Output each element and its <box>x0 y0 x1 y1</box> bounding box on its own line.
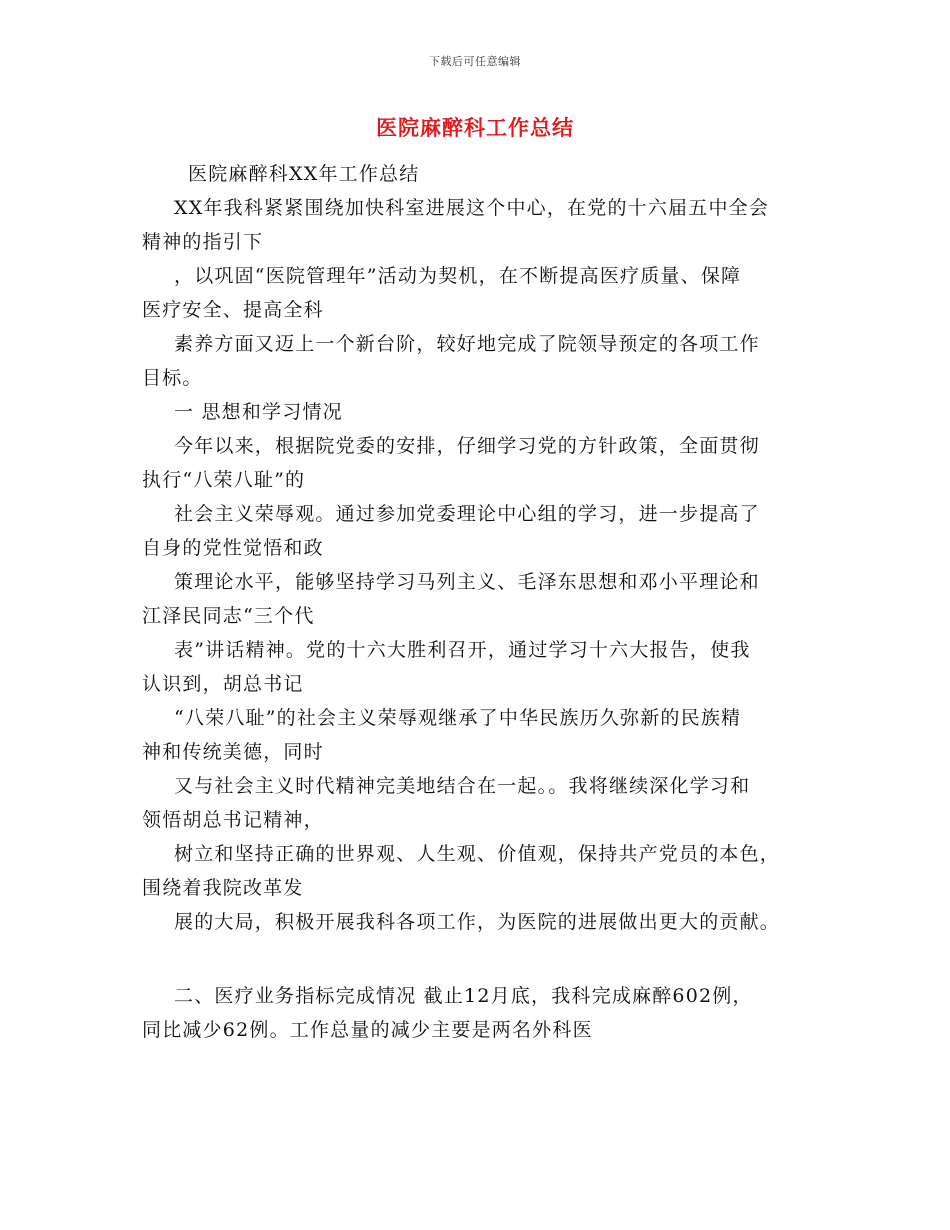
body-line: 目标。 <box>142 367 203 389</box>
body-line: 认识到，胡总书记 <box>142 673 304 695</box>
body-line: 执行“八荣八耻”的 <box>142 469 306 491</box>
body-line: 今年以来，根据院党委的安排，仔细学习党的方针政策，全面贯彻 <box>174 435 760 457</box>
body-line: 社会主义荣辱观。通过参加党委理论中心组的学习，进一步提高了 <box>174 503 760 525</box>
section-heading: 二、医疗业务指标完成情况 截止12月底，我科完成麻醉602例， <box>174 985 753 1007</box>
body-line: 江泽民同志“三个代 <box>142 605 315 627</box>
body-line: 又与社会主义时代精神完美地结合在一起。。我将继续深化学习和 <box>174 775 751 797</box>
body-line: ，以巩固“医院管理年”活动为契机，在不断提高医疗质量、保障 <box>174 265 742 287</box>
section-heading: 一 思想和学习情况 <box>174 401 343 423</box>
body-line: 素养方面又迈上一个新台阶，较好地完成了院领导预定的各项工作 <box>174 333 760 355</box>
body-line: 策理论水平，能够坚持学习马列主义、毛泽东思想和邓小平理论和 <box>174 571 760 593</box>
body-line: 医疗安全、提高全科 <box>142 299 324 321</box>
paragraph-gap <box>142 939 822 979</box>
document-body <box>142 157 822 1047</box>
page-header-note: 下载后可任意编辑 <box>429 55 521 68</box>
subtitle-line: 医院麻醉科XX年工作总结 <box>188 163 420 185</box>
body-line: 精神的指引下 <box>142 231 264 253</box>
body-line: 神和传统美德，同时 <box>142 741 324 763</box>
body-line: 同比减少62例。工作总量的减少主要是两名外科医 <box>142 1019 593 1041</box>
body-line: XX年我科紧紧围绕加快科室进展这个中心，在党的十六届五中全会 <box>174 197 770 219</box>
body-line: 自身的党性觉悟和政 <box>142 537 324 559</box>
body-line: 树立和坚持正确的世界观、人生观、价值观，保持共产党员的本色， <box>174 843 781 865</box>
body-line: “八荣八耻”的社会主义荣辱观继承了中华民族历久弥新的民族精 <box>174 707 742 729</box>
document-title: 医院麻醉科工作总结 <box>376 115 574 140</box>
body-line: 展的大局，积极开展我科各项工作，为医院的进展做出更大的贡献。 <box>174 911 781 933</box>
body-line: 围绕着我院改革发 <box>142 877 304 899</box>
body-line: 表”讲话精神。党的十六大胜利召开，通过学习十六大报告，使我 <box>174 639 751 661</box>
body-line: 领悟胡总书记精神， <box>142 809 324 831</box>
